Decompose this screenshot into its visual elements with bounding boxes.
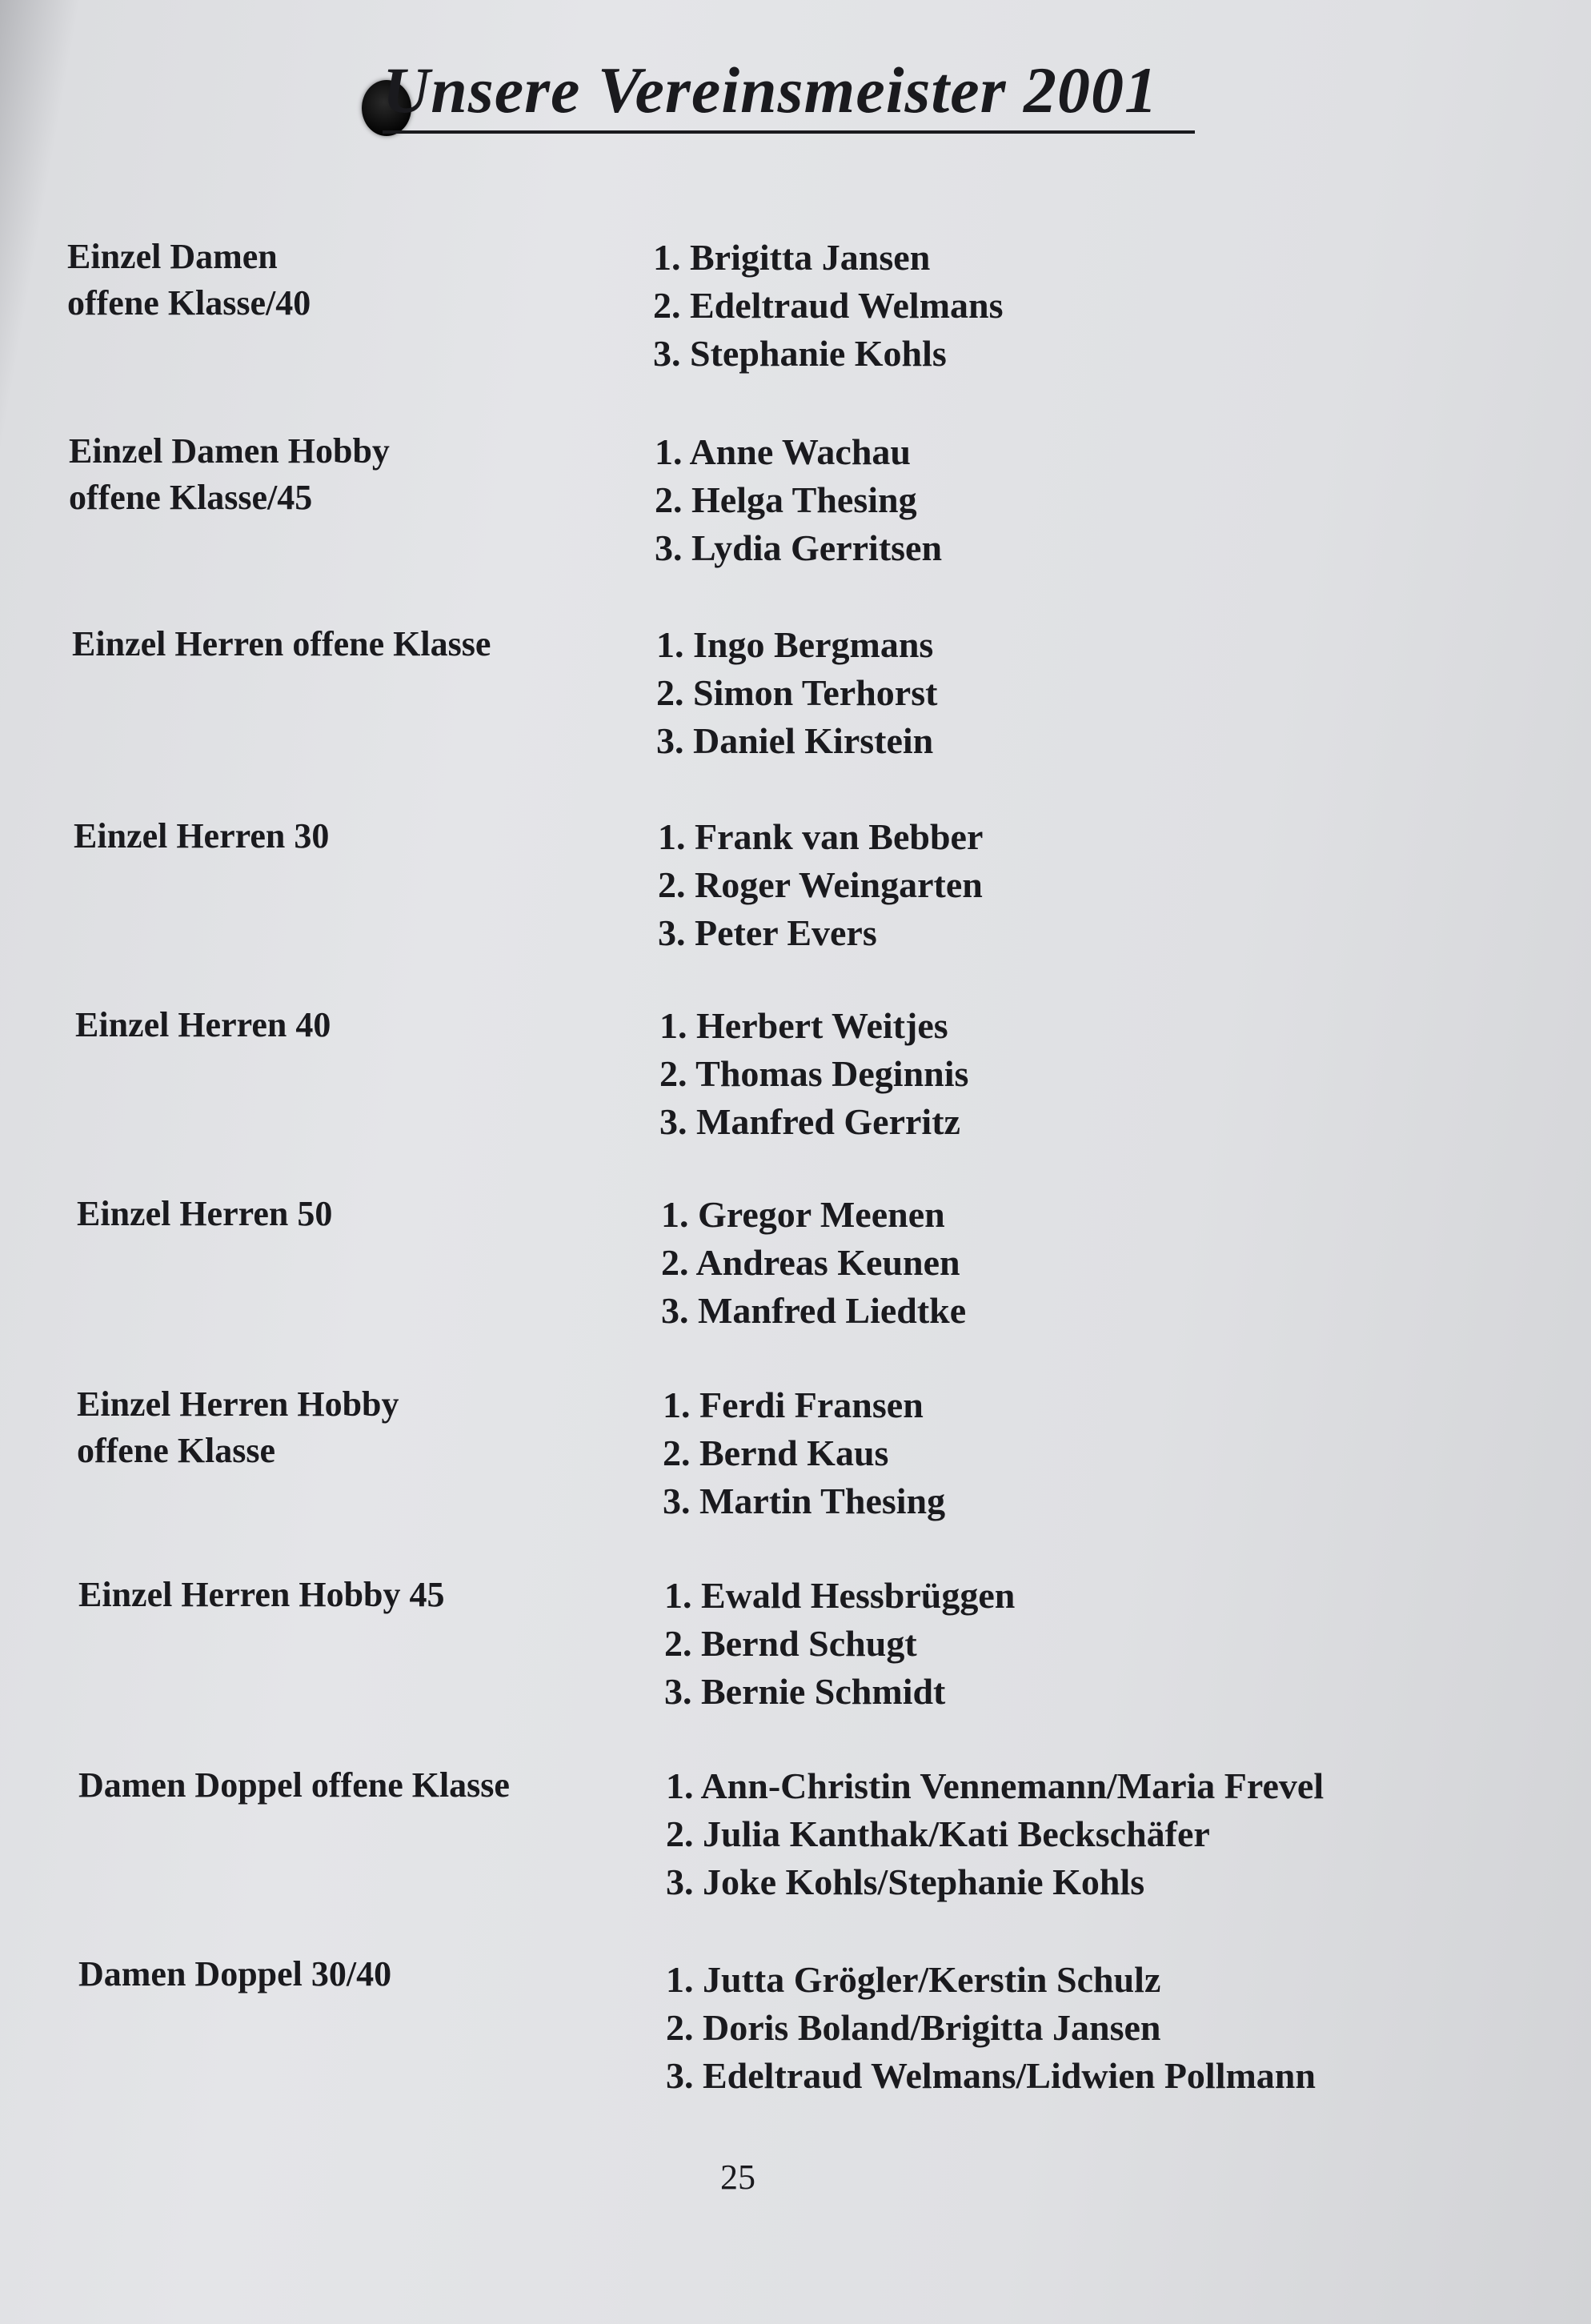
category-line: Einzel Herren 30 <box>74 816 330 855</box>
result-item: 3. Bernie Schmidt <box>664 1671 946 1712</box>
category-line: offene Klasse <box>77 1431 276 1470</box>
result-item: 2. Bernd Schugt <box>664 1623 917 1664</box>
result-item: 3. Joke Kohls/Stephanie Kohls <box>666 1861 1145 1902</box>
result-item: 3. Manfred Gerritz <box>659 1101 960 1142</box>
results-list <box>655 428 942 572</box>
result-item: 3. Lydia Gerritsen <box>655 527 943 568</box>
results-list <box>658 813 983 957</box>
category-line: Einzel Damen Hobby <box>69 431 390 471</box>
result-item: 1. Ann-Christin Vennemann/Maria Frevel <box>666 1765 1324 1806</box>
category-label <box>75 1002 331 1048</box>
category-label <box>72 621 491 667</box>
page-title: Unsere Vereinsmeister 2001 <box>383 54 1158 126</box>
result-item: 1. Herbert Weitjes <box>659 1005 948 1046</box>
category-line: Damen Doppel 30/40 <box>78 1954 392 1993</box>
result-item: 1. Anne Wachau <box>655 431 911 472</box>
category-label <box>78 1762 510 1809</box>
results-list <box>653 234 1004 378</box>
category-line: Einzel Herren Hobby 45 <box>78 1575 445 1614</box>
result-item: 2. Simon Terhorst <box>656 672 938 713</box>
category-line: offene Klasse/40 <box>67 283 311 323</box>
result-item: 1. Jutta Grögler/Kerstin Schulz <box>666 1959 1161 2000</box>
category-label <box>69 428 390 521</box>
result-item: 3. Daniel Kirstein <box>656 720 934 761</box>
result-item: 3. Edeltraud Welmans/Lidwien Pollmann <box>666 2055 1316 2096</box>
result-item: 2. Doris Boland/Brigitta Jansen <box>666 2007 1161 2048</box>
results-list <box>664 1572 1015 1716</box>
category-line: Damen Doppel offene Klasse <box>78 1765 510 1805</box>
result-item: 1. Ingo Bergmans <box>656 624 934 665</box>
title-underline <box>383 130 1195 134</box>
result-item: 1. Gregor Meenen <box>661 1194 945 1235</box>
category-label <box>67 234 311 327</box>
results-list <box>666 1762 1324 1906</box>
results-list <box>659 1002 968 1146</box>
category-line: Einzel Herren offene Klasse <box>72 624 491 663</box>
category-label <box>74 813 329 859</box>
result-item: 3. Stephanie Kohls <box>653 333 947 374</box>
results-list <box>661 1191 966 1335</box>
result-item: 3. Martin Thesing <box>663 1481 946 1521</box>
result-item: 2. Julia Kanthak/Kati Beckschäfer <box>666 1813 1210 1854</box>
category-label <box>77 1381 399 1474</box>
result-item: 2. Edeltraud Welmans <box>653 285 1004 326</box>
category-label <box>77 1191 332 1237</box>
result-item: 3. Peter Evers <box>658 912 877 953</box>
category-line: Einzel Herren 40 <box>75 1005 331 1044</box>
result-item: 1. Frank van Bebber <box>658 816 984 857</box>
results-list <box>663 1381 945 1525</box>
result-item: 3. Manfred Liedtke <box>661 1290 967 1331</box>
page-number: 25 <box>720 2158 755 2197</box>
results-list <box>666 1956 1316 2100</box>
result-item: 2. Bernd Kaus <box>663 1432 889 1473</box>
category-label <box>78 1951 391 1997</box>
category-line: Einzel Herren 50 <box>77 1194 333 1233</box>
category-line: Einzel Damen <box>67 237 278 276</box>
category-line: offene Klasse/45 <box>69 478 313 517</box>
result-item: 1. Ewald Hessbrüggen <box>664 1575 1016 1616</box>
result-item: 2. Helga Thesing <box>655 479 917 520</box>
category-line: Einzel Herren Hobby <box>77 1384 399 1424</box>
result-item: 2. Roger Weingarten <box>658 864 983 905</box>
result-item: 1. Brigitta Jansen <box>653 237 931 278</box>
result-item: 1. Ferdi Fransen <box>663 1384 924 1425</box>
result-item: 2. Thomas Deginnis <box>659 1053 969 1094</box>
result-item: 2. Andreas Keunen <box>661 1242 960 1283</box>
category-label <box>78 1572 445 1618</box>
results-list <box>656 621 937 765</box>
